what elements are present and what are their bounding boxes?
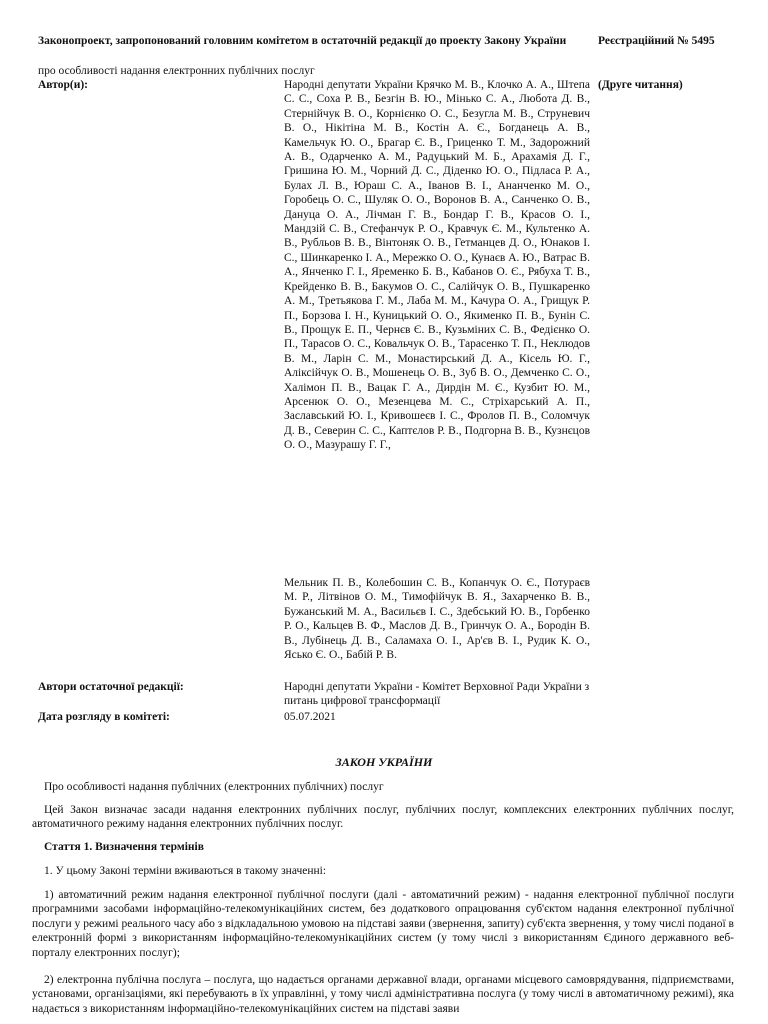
review-date-value: 05.07.2021	[284, 711, 336, 723]
final-authors-value: Народні депутати України - Комітет Верховної Ради України з питань цифрової трансформації	[284, 681, 590, 708]
bill-subtitle: про особливості надання електронних публічних послуг	[38, 65, 315, 77]
article-1-item-1: 1. У цьому Законі терміни вживаються в такому значенні:	[44, 865, 327, 877]
final-authors-label: Автори остаточної редакції:	[38, 681, 184, 693]
law-intro: Цей Закон визначає засади надання електронних публічних послуг, публічних послуг, комплексних електронних публічних послуг, автоматичного режиму надання електронних публічних послуг.	[32, 804, 734, 831]
law-about: Про особливості надання публічних (електронних публічних) послуг	[44, 781, 384, 793]
reading-stage: (Друге читання)	[598, 79, 683, 91]
review-date-label: Дата розгляду в комітеті:	[38, 711, 170, 723]
authors-label: Автор(и):	[38, 79, 88, 91]
authors-list-continued: Мельник П. В., Колебошин С. В., Копанчук О. Є., Потураєв М. Р., Літвінов О. М., Тимофійчук В. Я., Захарченко В. В., Бужанський М. А., Васильєв І. С., Здебський Ю. В., Горбенко Р. О., Кальцев В. Ф., Маслов Д. В., Гринчук О. А., Бородін В. В., Лубінець Д. В., Саламаха О. І., Ар'єв В. І., Рудик К. О., Ясько Є. О., Бабій Р. В.	[284, 577, 590, 662]
definition-2: 2) електронна публічна послуга – послуга, що надається органами державної влади, органами місцевого самоврядування, підприємствами, установами, організаціями, які перебувають в їх управлінні, у тому числі адміністративна послуга (у тому числі в автоматичному режимі), яка надається з використанням інформаційно-телекомунікаційних систем на підставі заяви	[32, 974, 734, 1015]
law-title: ЗАКОН УКРАЇНИ	[335, 755, 433, 769]
definition-1: 1) автоматичний режим надання електронної публічної послуги (далі - автоматичний режим) - надання електронної публічної послуги програмними засобами інформаційно-телекомунікаційних систем, без додаткового опрацювання суб'єктом надання електронної публічної послуги у режимі реального часу або з відкладальною умовою на підставі заяви (звернення, запиту) суб'єкта звернення, у тому числі поданої в електронній формі з використанням інформаційно-телекомунікаційних систем (у тому числі з використанням Єдиного державного веб-порталу електронних послуг);	[32, 889, 734, 959]
authors-list: Народні депутати України Крячко М. В., Клочко А. А., Штепа С. С., Соха Р. В., Безгін В. Ю., Мінько С. А., Любота Д. В., Стернійчук В. О., Корнієнко О. С., Безугла М. В., Струневич В. О., Нікітіна М. В., Костін А. Є., Богданець А. В., Камельчук Ю. О., Брагар Є. В., Гриценко Т. М., Задорожний А. В., Одарченко А. М., Радуцький М. Б., Арахамія Д. Г., Гришина Ю. М., Чорний Д. С., Діденко Ю. О., Підласа Р. А., Булах Л. В., Юраш С. А., Іванов В. І., Ананченко М. О., Горобець О. С., Шуляк О. О., Воронов В. А., Санченко О. В., Дануца О. А., Лічман Г. В., Бондар Г. В., Красов О. І., Мандзій С. В., Стефанчук Р. О., Кравчук Є. М., Культенко А. В., Рубльов В. В., Вінтоняк О. В., Гетманцев Д. О., Юнаков І. С., Шинкаренко І. А., Мережко О. О., Кунаєв А. Ю., Ватрас В. А., Янченко Г. І., Яременко Б. В., Кабанов О. Є., Рябуха Т. В., Крейденко В. В., Бакумов О. С., Салійчук О. В., Пушкаренко А. М., Третьякова Г. М., Лаба М. М., Качура О. А., Грищук Р. П., Борзова І. Н., Куницький О. О., Якименко П. В., Бунін С. В., Прощук Е. П., Чернєв Є. В., Кузьміних С. В., Федієнко О. П., Тарасов О. С., Ковальчук О. В., Тарасенко Т. П., Неклюдов В. М., Ларін С. М., Монастирський Д. А., Кісель Ю. Г., Аліксійчук О. В., Мошенець О. В., Зуб В. О., Демченко С. О., Халімон П. В., Вацак Г. А., Дирдін М. Є., Кузбит Ю. М., Арсенюк О. О., Мезенцева М. С., Стріхарський А. П., Заславський Ю. І., Кривошеєв І. С., Фролов П. В., Соломчук Д. В., Северин С. С., Каптєлов Р. В., Подгорна В. В., Кузнєцов О. О., Мазурашу Г. Г.,	[284, 79, 590, 452]
bill-title: Законопроект, запропонований головним комітетом в остаточній редакції до проекту Закону України	[38, 35, 567, 47]
registration-number: Реєстраційний № 5495	[598, 35, 715, 47]
article-1-title: Стаття 1. Визначення термінів	[44, 841, 204, 853]
